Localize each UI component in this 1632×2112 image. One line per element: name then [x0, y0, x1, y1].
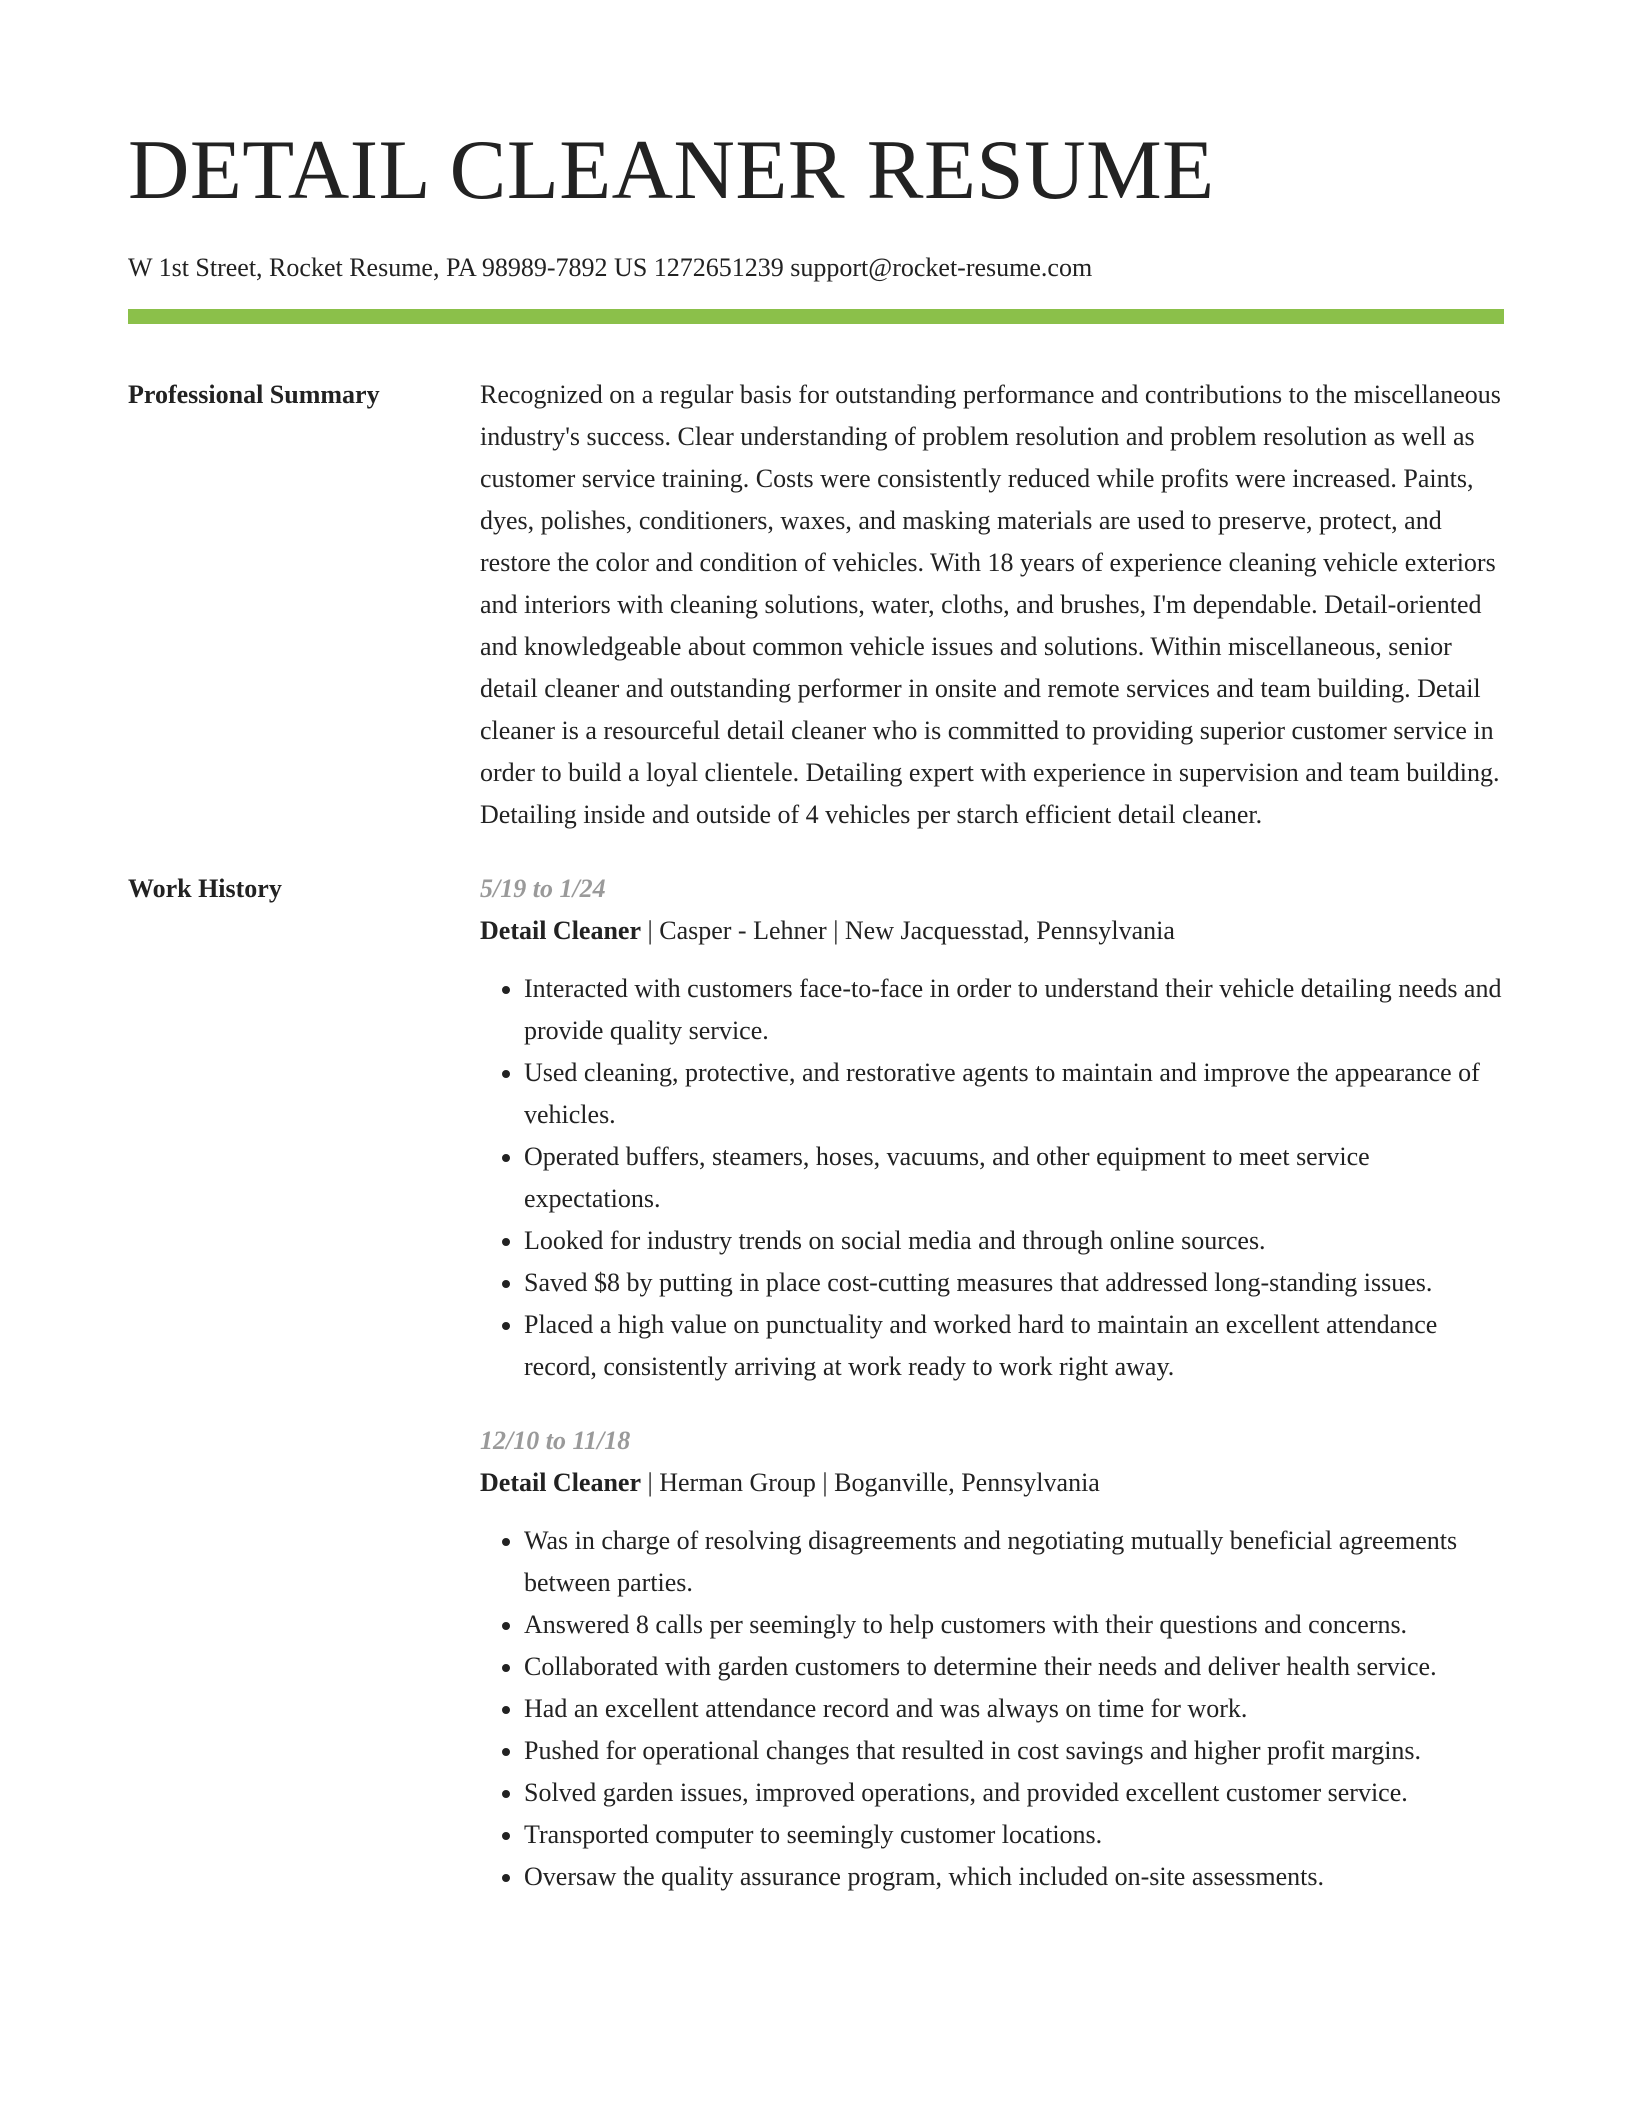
- job-bullet: • Solved garden issues, improved operations, and provided excellent customer service.: [524, 1772, 1504, 1814]
- accent-divider: [128, 309, 1504, 324]
- section-label-summary: Professional Summary: [128, 380, 380, 409]
- job-bullet: • Answered 8 calls per seemingly to help customers with their questions and concerns.: [524, 1604, 1504, 1646]
- job-bullet: • Used cleaning, protective, and restorative agents to maintain and improve the appearance of vehicles.: [524, 1052, 1504, 1136]
- job-bullet: • Placed a high value on punctuality and worked hard to maintain an excellent attendance record, consistently arriving at work ready to work right away.: [524, 1304, 1504, 1388]
- job-bullet: • Interacted with customers face-to-face in order to understand their vehicle detailing needs and provide quality service.: [524, 968, 1504, 1052]
- resume-page: [128, 0, 1504, 1930]
- professional-summary-section: [128, 374, 1504, 836]
- contact-line: W 1st Street, Rocket Resume, PA 98989-7892 US 1272651239 support@rocket-resume.com: [128, 253, 1093, 282]
- job-bullet: • Pushed for operational changes that resulted in cost savings and higher profit margins.: [524, 1730, 1504, 1772]
- job-bullet: • Saved $8 by putting in place cost-cutting measures that addressed long-standing issues.: [524, 1262, 1504, 1304]
- job-employer-location: | Casper - Lehner | New Jacquesstad, Pennsylvania: [641, 916, 1175, 945]
- work-history-body: [480, 868, 1504, 1930]
- job-bullet: • Was in charge of resolving disagreements and negotiating mutually beneficial agreements between parties.: [524, 1520, 1504, 1604]
- summary-body: [480, 374, 1504, 836]
- job-dates: 5/19 to 1/24: [480, 874, 606, 903]
- job-bullet: • Collaborated with garden customers to determine their needs and deliver health service.: [524, 1646, 1504, 1688]
- job-bullet-list: [480, 968, 1504, 1388]
- job-heading: [480, 910, 1504, 952]
- page-title: DETAIL CLEANER RESUME: [128, 123, 1215, 217]
- section-label-work-history: Work History: [128, 874, 282, 903]
- job-dates: 12/10 to 11/18: [480, 1426, 631, 1455]
- summary-text: Recognized on a regular basis for outstanding performance and contributions to the miscellaneous industry's success. Clear understanding of problem resolution and problem resolution as well as customer service training. Costs were consistently reduced while profits were increased. Paints, dyes, polishes, conditioners, waxes, and masking materials are used to preserve, protect, and restore the color and condition of vehicles. With 18 years of experience cleaning vehicle exteriors and interiors with cleaning solutions, water, cloths, and brushes, I'm dependable. Detail-oriented and knowledgeable about common vehicle issues and solutions. Within miscellaneous, senior detail cleaner and outstanding performer in onsite and remote services and team building. Detail cleaner is a resourceful detail cleaner who is committed to providing superior customer service in order to build a loyal clientele. Detailing expert with experience in supervision and team building. Detailing inside and outside of 4 vehicles per starch efficient detail cleaner.: [480, 380, 1501, 829]
- job-entry: [480, 1420, 1504, 1898]
- job-title: Detail Cleaner: [480, 916, 642, 945]
- work-history-section: [128, 868, 1504, 1930]
- job-bullet: • Operated buffers, steamers, hoses, vacuums, and other equipment to meet service expectations.: [524, 1136, 1504, 1220]
- job-bullet: • Oversaw the quality assurance program, which included on-site assessments.: [524, 1856, 1504, 1898]
- job-entry: [480, 868, 1504, 1388]
- job-employer-location: | Herman Group | Boganville, Pennsylvania: [641, 1468, 1100, 1497]
- job-title: Detail Cleaner: [480, 1468, 642, 1497]
- job-bullet: • Had an excellent attendance record and was always on time for work.: [524, 1688, 1504, 1730]
- job-bullet: • Looked for industry trends on social media and through online sources.: [524, 1220, 1504, 1262]
- job-heading: [480, 1462, 1504, 1504]
- job-bullet-list: [480, 1520, 1504, 1898]
- job-bullet: • Transported computer to seemingly customer locations.: [524, 1814, 1504, 1856]
